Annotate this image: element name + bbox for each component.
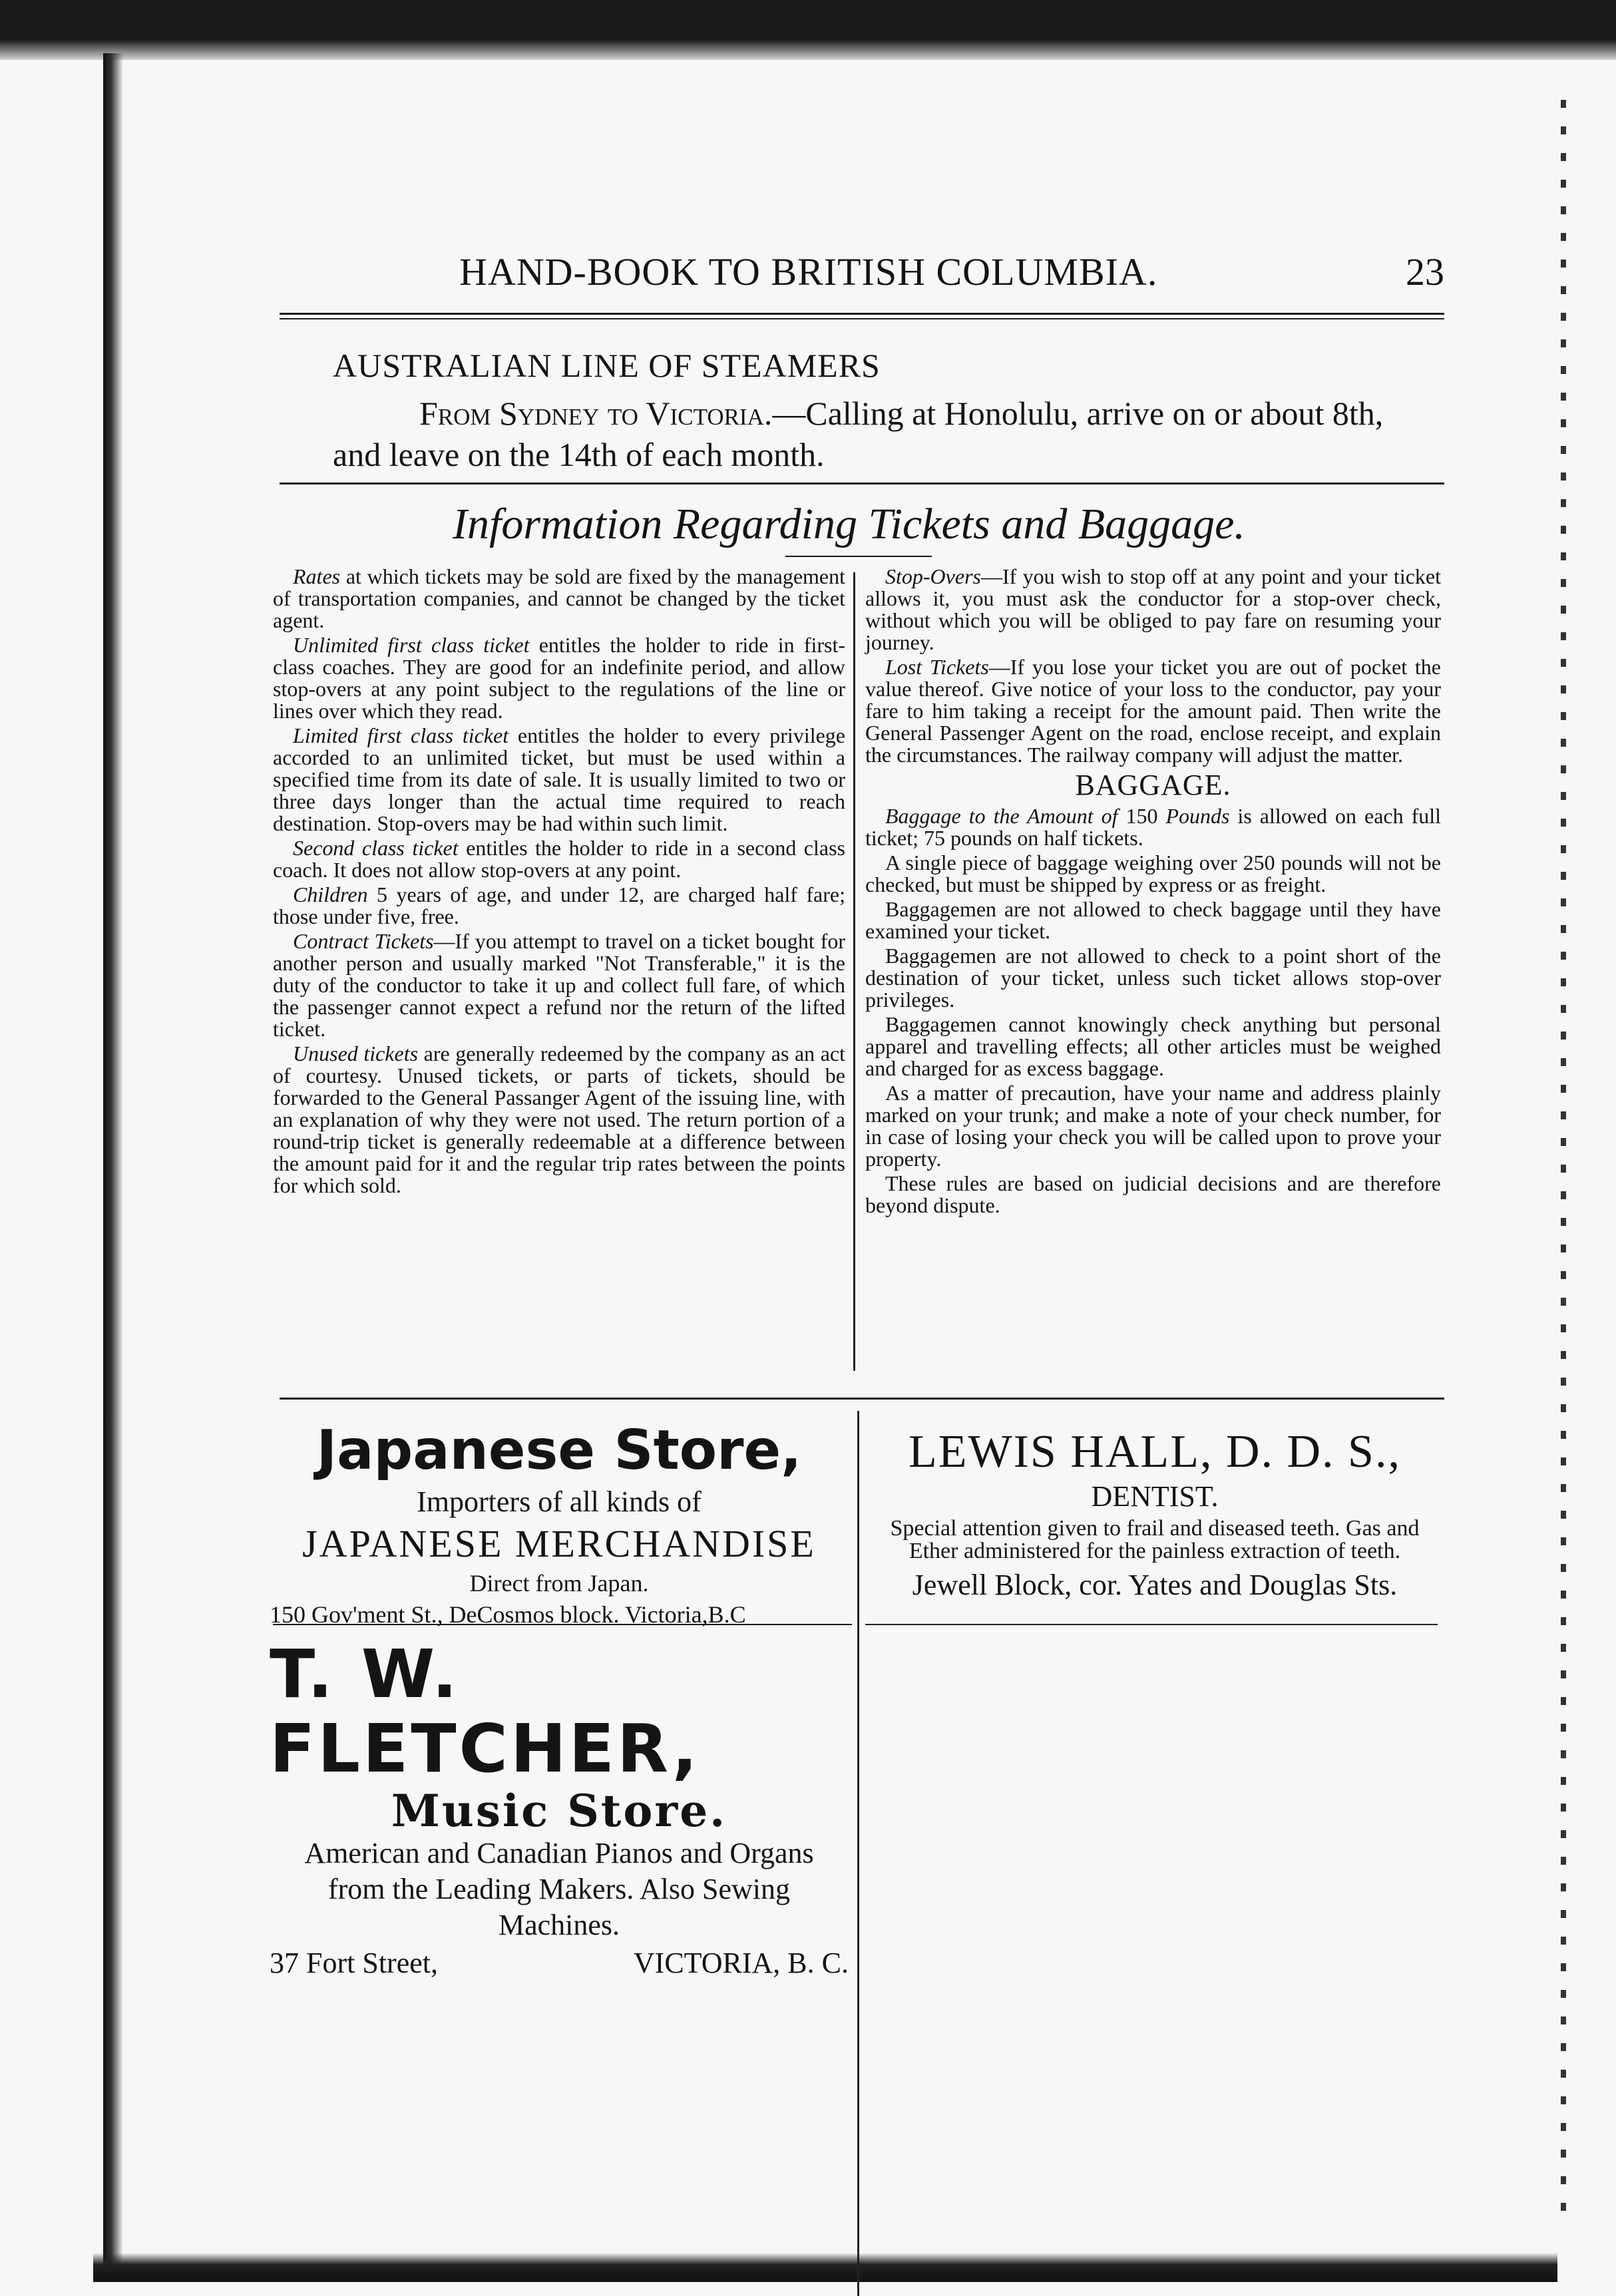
heading-short-rule: [785, 556, 932, 557]
ad-japanese-line2: JAPANESE MERCHANDISE: [302, 1522, 816, 1565]
baggage-paragraph: Baggagemen cannot knowingly check anything but personal apparel and travelling effects; all other articles must be weighed and charged for as excess baggage.: [865, 1012, 1441, 1080]
ad-lewis-address: Jewell Block, cor. Yates and Douglas Sts.: [912, 1569, 1398, 1601]
steamers-route: From Sydney to Victoria.: [419, 395, 773, 432]
ad-fletcher-address-right: VICTORIA, B. C.: [633, 1947, 849, 1979]
scan-border-top: [0, 0, 1616, 60]
ad-lewis-hall: [865, 1424, 1444, 1604]
running-head: HAND-BOOK TO BRITISH COLUMBIA.: [459, 250, 1158, 293]
info-paragraph: Stop-Overs—If you wish to stop off at any point and your ticket allows it, you must ask the conductor for a stop-over check, without which you will be obliged to pay fare on resuming your journey.: [865, 564, 1441, 654]
info-right-column: [865, 566, 1441, 1219]
baggage-title: BAGGAGE.: [1075, 769, 1231, 801]
ad-lewis-desc: Special attention given to frail and diseased teeth. Gas and Ether administered for the painless extraction of teeth.: [890, 1516, 1420, 1563]
ad-lewis-title: DENTIST.: [1091, 1480, 1219, 1513]
ad-fletcher-desc: American and Canadian Pianos and Organs from the Leading Makers. Also Sewing Machines.: [304, 1837, 814, 1941]
info-paragraph: Children 5 years of age, and under 12, are charged half fare; those under five, free.: [273, 882, 845, 928]
baggage-paragraph: As a matter of precaution, have your name and address plainly marked on your trunk; and make a note of your check number, for in case of losing your check you will be called upon to prove your property.: [865, 1081, 1441, 1171]
ad-japanese-name: Japanese Store,: [316, 1419, 802, 1482]
ad-japanese-line1: Importers of all kinds of: [417, 1485, 702, 1518]
ad-fletcher-address-left: 37 Fort Street,: [270, 1947, 438, 1979]
baggage-paragraph: Baggagemen are not allowed to check to a point short of the destination of your ticket, unless such ticket allows stop-over privileges.: [865, 944, 1441, 1012]
baggage-paragraph: These rules are based on judicial decisions and are therefore beyond dispute.: [865, 1171, 1441, 1217]
info-heading: Information Regarding Tickets and Baggage.: [453, 500, 1245, 548]
page-number: 23: [1406, 250, 1444, 293]
baggage-paragraph: Baggagemen are not allowed to check baggage until they have examined your ticket.: [865, 897, 1441, 943]
ads-rule: [280, 1398, 1444, 1400]
info-paragraph: Rates at which tickets may be sold are fixed by the management of transportation companies, and cannot be changed by the ticket agent.: [273, 564, 845, 632]
steamers-body: —Calling at Honolulu, arrive on or about 8th, and leave on the 14th of each month.: [333, 395, 1384, 473]
header-rule-thin: [280, 318, 1444, 319]
ad-japanese-address: 150 Gov'ment St., DeCosmos block. Victoria,B.C: [270, 1601, 746, 1628]
scan-border-right: [1561, 100, 1566, 2229]
section-rule: [280, 482, 1444, 484]
baggage-paragraph: A single piece of baggage weighing over 250 pounds will not be checked, but must be shipped by express or as freight.: [865, 851, 1441, 896]
info-paragraph: Unlimited first class ticket entitles the holder to ride in first-class coaches. They are good for an indefinite period, and allow stop-overs at any point subject to the regulations of the line or lines over which they read.: [273, 633, 846, 723]
info-paragraph: Contract Tickets—If you attempt to travel on a ticket bought for another person and usually marked "Not Transferable," it is the duty of the conductor to take it up and collect full fare, of which the passenger cannot expect a refund nor the return of the lifted ticket.: [273, 929, 846, 1041]
steamers-title: AUSTRALIAN LINE OF STEAMERS: [333, 347, 881, 384]
ad-fletcher-name: T. W. FLETCHER,: [270, 1635, 700, 1788]
ad-fletcher-address: [270, 1943, 849, 1983]
ad-japanese-line3: Direct from Japan.: [469, 1570, 649, 1597]
column-divider: [853, 572, 855, 1371]
header-rule: [280, 313, 1444, 315]
steamers-text: [333, 393, 1431, 475]
ad-lewis-name: LEWIS HALL, D. D. S.,: [909, 1426, 1401, 1477]
info-paragraph: Lost Tickets—If you lose your ticket you are out of pocket the value thereof. Give notice of your loss to the conductor, pay your fare to him taking a receipt for the amount paid. Then write the General Passenger Agent on the road, enclose receipt, and explain the circumstances. The railway company will adjust the matter.: [865, 655, 1442, 767]
scan-border-left: [103, 53, 123, 2269]
info-left-column: [273, 566, 845, 1199]
baggage-paragraph: Baggage to the Amount of 150 Pounds is allowed on each full ticket; 75 pounds on half tickets.: [865, 804, 1442, 850]
ad-fletcher-music: [270, 1637, 849, 1983]
info-paragraph: Second class ticket entitles the holder to ride in a second class coach. It does not allow stop-overs at any point.: [273, 836, 846, 882]
page-header: [459, 250, 1444, 294]
ads-right-rule: [865, 1624, 1438, 1625]
info-paragraph: Limited first class ticket entitles the holder to every privilege accorded to an unlimited ticket, but must be used within a specified time from its date of sale. It is usually limited to two or three days longer than the actual time required to reach destination. Stop-overs may be had within such limit.: [273, 723, 846, 835]
ad-japanese-store: [270, 1418, 849, 1630]
ads-divider: [857, 1411, 859, 2296]
info-paragraph: Unused tickets are generally redeemed by the company as an act of courtesy. Unused tickets, or parts of tickets, should be forwarded to the General Passanger Agent of the issuing line, with an explanation of why they were not used. The return portion of a round-trip ticket is generally redeemable at a difference between the amount paid for it and the regular trip rates between the points for which sold.: [273, 1042, 846, 1197]
scan-border-bottom: [93, 2253, 1557, 2282]
ad-fletcher-sub: Music Store.: [391, 1785, 727, 1837]
